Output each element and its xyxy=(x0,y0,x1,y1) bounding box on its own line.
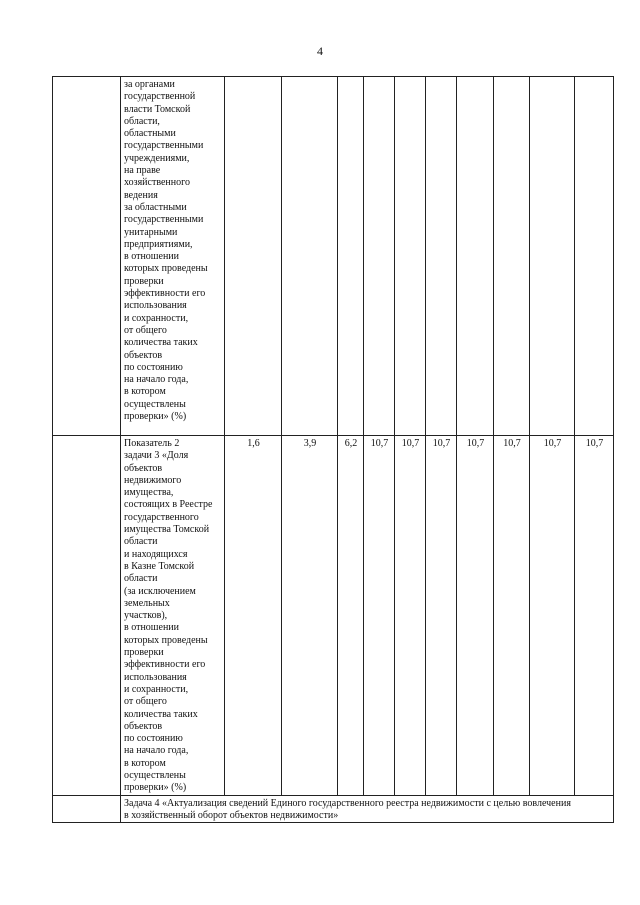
page-number: 4 xyxy=(317,44,323,58)
value-cell: 10,7 xyxy=(494,436,530,796)
task-row xyxy=(53,795,614,822)
value-cell: 10,7 xyxy=(575,436,614,796)
value-cell: 10,7 xyxy=(530,436,575,796)
value-cell xyxy=(494,77,530,436)
table-row xyxy=(53,436,614,796)
task-heading-cell: Задача 4 «Актуализация сведений Единого государственного реестра недвижимости с целью вовлечения в хозяйственный оборот объектов недвижимости» xyxy=(121,795,614,822)
value-cell xyxy=(530,77,575,436)
value-cell: 10,7 xyxy=(364,436,395,796)
indicator-name-cell: за органами государственной власти Томской области, областными государственными учреждениями, на праве хозяйственного ведения за областными государственными унитарными предприятиями, в отношении которых проведены проверки эффективности его использования и сохранности, от общего количества таких объектов по состоянию на начало года, в котором осуществлены проверки» (%) xyxy=(121,77,225,436)
value-cell xyxy=(225,77,282,436)
value-cell: 3,9 xyxy=(282,436,338,796)
data-table xyxy=(52,76,614,823)
row-index-cell xyxy=(53,436,121,796)
table-row xyxy=(53,77,614,436)
value-cell: 1,6 xyxy=(225,436,282,796)
value-cell xyxy=(426,77,457,436)
value-cell xyxy=(575,77,614,436)
value-cell xyxy=(338,77,364,436)
value-cell: 10,7 xyxy=(426,436,457,796)
value-cell xyxy=(395,77,426,436)
value-cell xyxy=(457,77,494,436)
indicator-name-cell: Показатель 2 задачи 3 «Доля объектов недвижимого имущества, состоящих в Реестре государственного имущества Томской области и находящихся в Казне Томской области (за исключением земельных участков), в отношении которых проведены проверки эффективности его использования и сохранности, от общего количества таких объектов по состоянию на начало года, в котором осуществлены проверки» (%) xyxy=(121,436,225,796)
row-index-cell xyxy=(53,795,121,822)
value-cell xyxy=(364,77,395,436)
value-cell xyxy=(282,77,338,436)
value-cell: 10,7 xyxy=(395,436,426,796)
value-cell: 6,2 xyxy=(338,436,364,796)
value-cell: 10,7 xyxy=(457,436,494,796)
row-index-cell xyxy=(53,77,121,436)
